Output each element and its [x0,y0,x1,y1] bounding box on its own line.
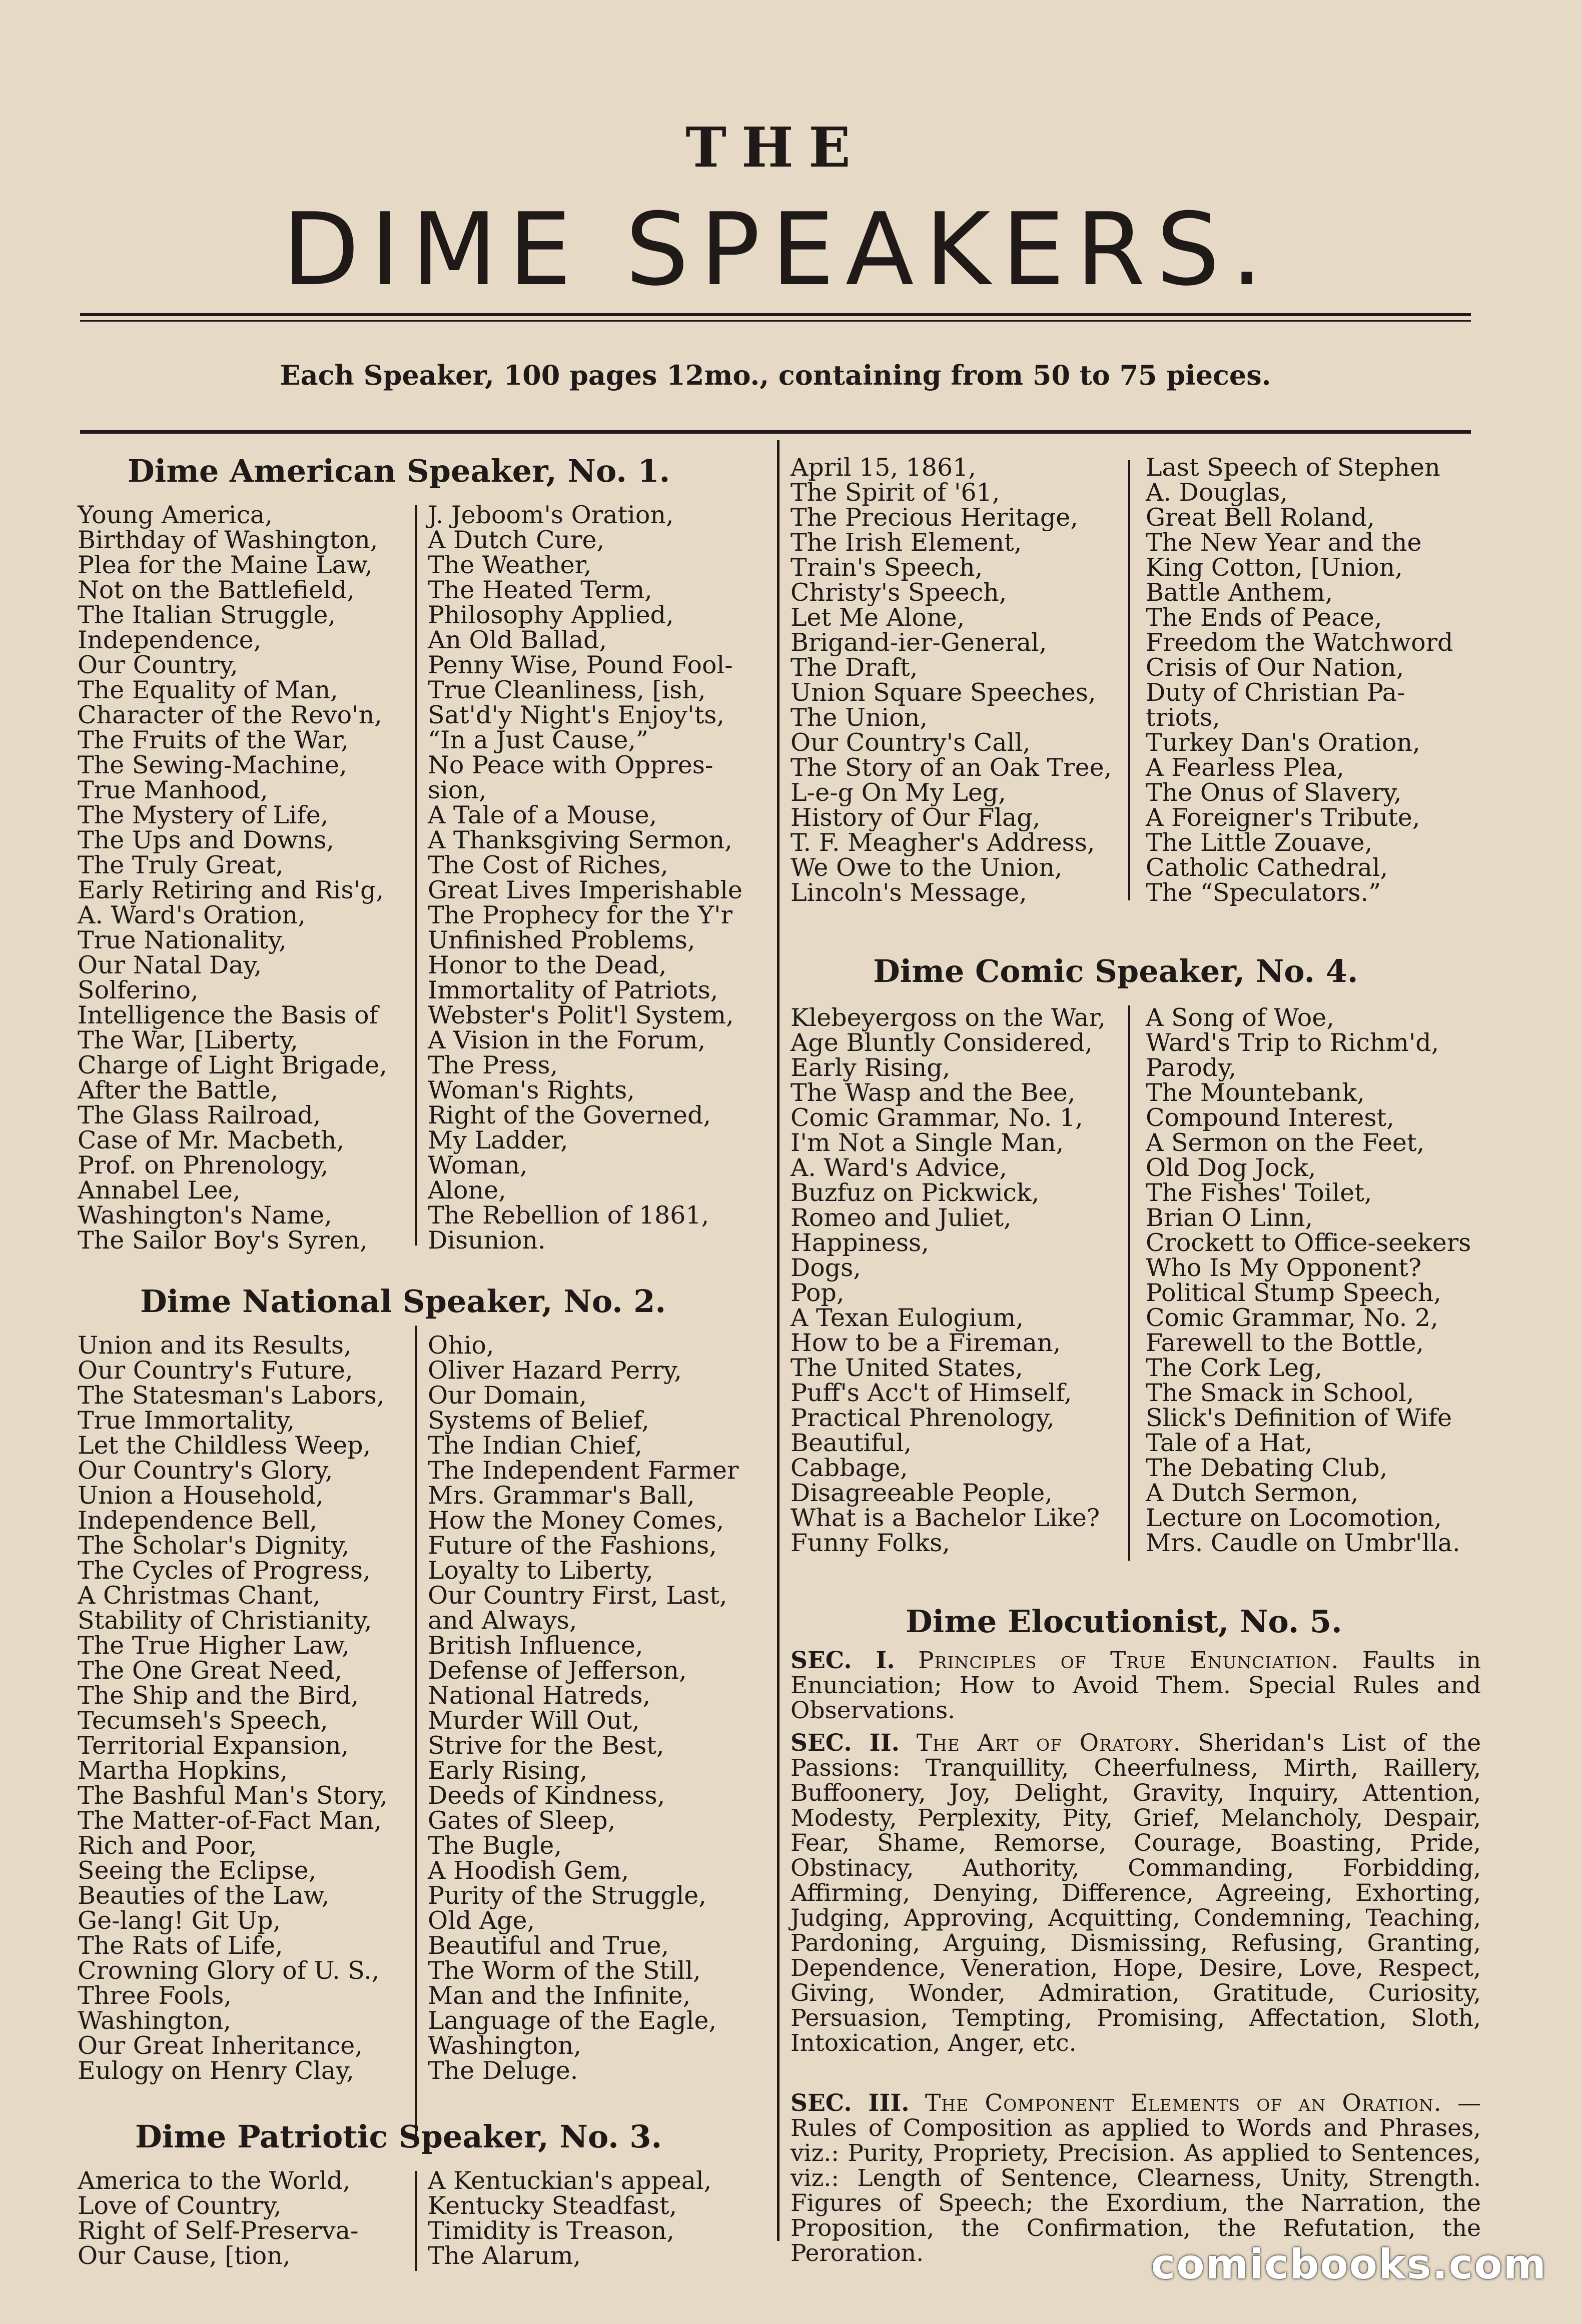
list-item: Defense of Jefferson, [428,1656,687,1685]
list-item: The Independent Farmer [428,1456,739,1485]
right-subcolumn-divider [1128,460,1130,900]
list-item: L-e-g On My Leg, [790,778,1006,807]
list-item: The Little Zouave, [1146,828,1373,857]
list-item: The Ups and Downs, [78,826,334,854]
list-item: Our Natal Day, [78,951,262,979]
list-item: The Cost of Riches, [428,851,668,879]
list-item: Washington, [78,2006,231,2035]
list-item: Webster's Polit'l System, [428,1001,734,1029]
list-item: Oliver Hazard Perry, [428,1356,682,1385]
list-item: Right of Self-Preserva- [78,2216,359,2245]
list-item: Right of the Governed, [428,1101,711,1129]
list-item: Cabbage, [790,1454,908,1482]
list-item: The Italian Struggle, [78,601,336,629]
list-item: King Cotton, [Union, [1146,553,1403,582]
list-item: A Sermon on the Feet, [1146,1128,1425,1157]
list-item: Unfinished Problems, [428,926,695,954]
list-item: The Weather, [428,551,592,579]
list-item: Washington's Name, [78,1201,332,1230]
list-item: Farewell to the Bottle, [1146,1329,1424,1357]
list-item: Klebeyergoss on the War, [790,1003,1106,1032]
speaker5-section-1 [790,1648,1481,1723]
list-item: Philosophy Applied, [428,601,674,629]
list-item: and Always, [428,1606,577,1635]
masthead-subtitle: Each Speaker, 100 pages 12mo., containing from 50 to 75 pieces. [280,359,1271,391]
list-item: The One Great Need, [78,1656,342,1685]
list-item: The Bugle, [428,1831,562,1860]
speaker2-heading: Dime National Speaker, No. 2. [140,1283,666,1320]
list-item: The Smack in School, [1146,1379,1414,1407]
list-item: Independence, [78,626,262,654]
list-item: Happiness, [790,1229,929,1257]
list-item: The Fruits of the War, [78,726,349,754]
speaker3-heading: Dime Patriotic Speaker, No. 3. [135,2118,662,2155]
list-item: Old Dog Jock, [1146,1153,1316,1182]
list-item: Our Country's Glory, [78,1456,333,1485]
list-item: The Ends of Peace, [1146,603,1382,632]
list-item: The Sewing-Machine, [78,751,347,779]
list-item: A Foreigner's Tribute, [1146,803,1420,832]
list-item: Love of Country, [78,2191,282,2220]
title-rule-thin [80,320,1471,322]
speaker3-list-d [1146,455,1453,905]
list-item: Our Country's Future, [78,1356,353,1385]
left-subcolumn-divider-2 [415,1326,417,2146]
list-item: A Dutch Cure, [428,526,605,554]
list-item: The Press, [428,1051,558,1079]
list-item: Christy's Speech, [790,578,1007,607]
list-item: Lincoln's Message, [790,878,1027,907]
masthead-kicker: THE [685,115,866,180]
list-item: Seeing the Eclipse, [78,1856,317,1885]
speaker5-section-3 [790,2091,1481,2266]
list-item: The Heated Term, [428,576,652,604]
list-item: A Kentuckian's appeal, [428,2166,712,2195]
list-item: Old Age, [428,1906,535,1935]
section-label: SEC. I. [790,1647,895,1674]
list-item: sion, [428,776,487,804]
list-item: Disagreeable People, [790,1479,1053,1507]
list-item: The Truly Great, [78,851,284,879]
speaker3-list-a [78,2168,359,2268]
list-item: Great Lives Imperishable [428,876,742,904]
list-item: Lecture on Locomotion, [1146,1504,1442,1532]
list-item: Three Fools, [78,1981,232,2010]
list-item: Plea for the Maine Law, [78,551,373,579]
list-item: Our Country, [78,651,238,679]
list-item: Gates of Sleep, [428,1806,616,1835]
list-item: The Sailor Boy's Syren, [78,1226,368,1255]
list-item: Early Rising, [790,1053,951,1082]
list-item: Character of the Revo'n, [78,701,382,729]
list-item: Strive for the Best, [428,1731,664,1760]
list-item: National Hatreds, [428,1681,651,1710]
list-item: Tecumseh's Speech, [78,1706,328,1735]
list-item: Our Cause, [tion, [78,2241,291,2270]
list-item: True Immortality, [78,1406,295,1435]
list-item: Practical Phrenology, [790,1404,1055,1432]
list-item: Our Great Inheritance, [78,2031,363,2060]
list-item: The Matter-of-Fact Man, [78,1806,382,1835]
list-item: Purity of the Struggle, [428,1881,706,1910]
list-item: Our Country First, Last, [428,1581,727,1610]
list-item: A. Douglas, [1146,478,1288,507]
list-item: An Old Ballad, [428,626,607,654]
list-item: No Peace with Oppres- [428,751,713,779]
list-item: The Spirit of '61, [790,478,1000,507]
list-item: Eulogy on Henry Clay, [78,2056,354,2085]
list-item: Dogs, [790,1254,861,1282]
section-title: The Art of Oratory. [916,1729,1181,1757]
list-item: Sat'd'y Night's Enjoy'ts, [428,701,724,729]
list-item: The Prophecy for the Y'r [428,901,733,929]
list-item: Freedom the Watchword [1146,628,1453,657]
list-item: Deeds of Kindness, [428,1781,665,1810]
list-item: The Onus of Slavery, [1146,778,1402,807]
list-item: Mrs. Grammar's Ball, [428,1481,695,1510]
list-item: Our Domain, [428,1381,587,1410]
list-item: Pop, [790,1279,845,1307]
list-item: triots, [1146,703,1220,732]
list-item: A Vision in the Forum, [428,1026,706,1054]
list-item: The Cork Leg, [1146,1354,1322,1382]
list-item: The Irish Element, [790,528,1022,557]
list-item: Man and the Infinite, [428,1981,691,2010]
list-item: The True Higher Law, [78,1631,350,1660]
list-item: Ward's Trip to Richm'd, [1146,1028,1439,1057]
list-item: Train's Speech, [790,553,983,582]
list-item: The Fishes' Toilet, [1146,1179,1372,1207]
list-item: A. Ward's Advice, [790,1153,1007,1182]
list-item: Young America, [78,501,273,529]
list-item: Beautiful and True, [428,1931,669,1960]
list-item: Catholic Cathedral, [1146,853,1388,882]
list-item: A Thanksgiving Sermon, [428,826,732,854]
list-item: My Ladder, [428,1126,568,1154]
list-item: The Statesman's Labors, [78,1381,385,1410]
list-item: America to the World, [78,2166,351,2195]
watermark: comicbooks.com [1151,2241,1547,2288]
list-item: Loyalty to Liberty, [428,1556,653,1585]
list-item: Birthday of Washington, [78,526,378,554]
list-item: Systems of Belief, [428,1406,649,1435]
list-item: Washington, [428,2031,581,2060]
speaker3-list-c [790,455,1112,905]
list-item: The Alarum, [428,2241,581,2270]
list-item: Solferino, [78,976,199,1004]
list-item: Language of the Eagle, [428,2006,717,2035]
list-item: Penny Wise, Pound Fool- [428,651,733,679]
speaker4-list-a [790,1005,1106,1556]
list-item: Romeo and Juliet, [790,1204,1012,1232]
list-item: The Indian Chief, [428,1431,642,1460]
left-subcolumn-divider [415,505,417,1246]
list-item: The Mystery of Life, [78,801,329,829]
section-title: The Component Elements of an Oration. [925,2089,1442,2117]
list-item: Slick's Definition of Wife [1146,1404,1452,1432]
list-item: Puff's Acc't of Himself, [790,1379,1072,1407]
left-subcolumn-divider-3 [415,2171,417,2271]
speaker3-list-b [428,2168,711,2268]
list-item: History of Our Flag, [790,803,1041,832]
list-item: Case of Mr. Macbeth, [78,1126,345,1154]
section-title: Principles of True Enunciation. [918,1647,1339,1674]
speaker4-list-b [1146,1005,1471,1556]
list-item: Crisis of Our Nation, [1146,653,1404,682]
list-item: A Christmas Chant, [78,1581,321,1610]
list-item: Union Square Speeches, [790,678,1096,707]
list-item: How the Money Comes, [428,1506,724,1535]
list-item: Ge-lang! Git Up, [78,1906,281,1935]
list-item: Great Bell Roland, [1146,503,1375,532]
speaker5-heading: Dime Elocutionist, No. 5. [906,1603,1342,1640]
list-item: Parody, [1146,1053,1237,1082]
list-item: The Worm of the Still, [428,1956,701,1985]
list-item: Timidity is Treason, [428,2216,674,2245]
section-body: —Rules of Composition as applied to Words and Phrases, viz.: Purity, Propriety, Precision. As applied to Sentences, viz.: Length of Sentence, Clearness, Unity, Strength. Figures of Speech; the Exordium, the Narration, the Proposition, the Confirmation, the Refutation, the Peroration. [790,2089,1481,2267]
list-item: Kentucky Steadfast, [428,2191,677,2220]
list-item: Territorial Expansion, [78,1731,349,1760]
list-item: Funny Folks, [790,1529,950,1557]
speaker2-list-a [78,1333,388,2083]
title-rule [80,313,1471,316]
list-item: Charge of Light Brigade, [78,1051,387,1079]
list-item: Murder Will Out, [428,1706,640,1735]
list-item: Disunion. [428,1226,546,1255]
list-item: The Glass Railroad, [78,1101,321,1129]
list-item: Intelligence the Basis of [78,1001,378,1029]
list-item: Prof. on Phrenology, [78,1151,329,1180]
list-item: A Tale of a Mouse, [428,801,657,829]
list-item: J. Jeboom's Oration, [428,501,674,529]
list-item: The Rats of Life, [78,1931,283,1960]
list-item: Turkey Dan's Oration, [1146,728,1420,757]
list-item: The War, [Liberty, [78,1026,298,1054]
list-item: The New Year and the [1146,528,1422,557]
list-item: Let Me Alone, [790,603,965,632]
list-item: Let the Childless Weep, [78,1431,371,1460]
list-item: The “Speculators.” [1146,878,1381,907]
list-item: A Hoodish Gem, [428,1856,629,1885]
list-item: I'm Not a Single Man, [790,1128,1064,1157]
speaker1-list-a [78,503,387,1253]
list-item: Not on the Battlefield, [78,576,355,604]
list-item: The Equality of Man, [78,676,338,704]
list-item: Annabel Lee, [78,1176,241,1205]
list-item: Early Retiring and Ris'g, [78,876,384,904]
list-item: Comic Grammar, No. 1, [790,1103,1083,1132]
list-item: Crowning Glory of U. S., [78,1956,380,1985]
list-item: Martha Hopkins, [78,1756,288,1785]
section-rule [80,430,1471,434]
list-item: The Precious Heritage, [790,503,1078,532]
list-item: The Deluge. [428,2056,578,2085]
list-item: Buzfuz on Pickwick, [790,1179,1040,1207]
list-item: The Rebellion of 1861, [428,1201,709,1230]
list-item: A Fearless Plea, [1146,753,1344,782]
list-item: Union and its Results, [78,1331,352,1360]
list-item: Who Is My Opponent? [1146,1254,1421,1282]
list-item: A Dutch Sermon, [1146,1479,1359,1507]
speaker1-list-b [428,503,742,1253]
list-item: The Union, [790,703,928,732]
section-body: Sheridan's List of the Passions: Tranquillity, Cheerfulness, Mirth, Raillery, Buffoonery, Joy, Delight, Gravity, Inquiry, Attention, Modesty, Perplexity, Pity, Grief, Melancholy, Despair, Fear, Shame, Remorse, Courage, Boasting, Pride, Obstinacy, Authority, Commanding, Forbidding, Affirming, Denying, Difference, Agreeing, Exhorting, Judging, Approving, Acquitting, Condemning, Teaching, Pardoning, Arguing, Dismissing, Refusing, Granting, Dependence, Veneration, Hope, Desire, Love, Respect, Giving, Wonder, Admiration, Gratitude, Curiosity, Persuasion, Tempting, Promising, Affectation, Sloth, Intoxication, Anger, etc. [790,1729,1481,2057]
list-item: Tale of a Hat, [1146,1429,1313,1457]
section-label: SEC. II. [790,1729,900,1757]
list-item: Comic Grammar, No. 2, [1146,1304,1438,1332]
list-item: Compound Interest, [1146,1103,1394,1132]
speaker5-section-2 [790,1731,1481,2056]
list-item: The Scholar's Dignity, [78,1531,350,1560]
list-item: True Manhood, [78,776,268,804]
list-item: True Cleanliness, [ish, [428,676,706,704]
list-item: Political Stump Speech, [1146,1279,1441,1307]
masthead-title: DIME SPEAKERS. [282,192,1274,308]
list-item: April 15, 1861, [790,453,976,482]
list-item: Honor to the Dead, [428,951,667,979]
list-item: Our Country's Call, [790,728,1031,757]
list-item: “In a Just Cause,” [428,726,648,754]
list-item: Alone, [428,1176,506,1205]
right-subcolumn-divider-2 [1128,1005,1130,1561]
list-item: The Draft, [790,653,918,682]
list-item: Rich and Poor, [78,1831,257,1860]
list-item: The Cycles of Progress, [78,1556,371,1585]
list-item: Stability of Christianity, [78,1606,372,1635]
list-item: British Influence, [428,1631,643,1660]
list-item: Brigand-ier-General, [790,628,1047,657]
list-item: A Song of Woe, [1146,1003,1334,1032]
list-item: What is a Bachelor Like? [790,1504,1100,1532]
list-item: Battle Anthem, [1146,578,1333,607]
speaker2-list-b [428,1333,738,2083]
list-item: Woman's Rights, [428,1076,635,1104]
list-item: The Ship and the Bird, [78,1681,359,1710]
list-item: The Mountebank, [1146,1078,1365,1107]
list-item: Duty of Christian Pa- [1146,678,1405,707]
list-item: A Texan Eulogium, [790,1304,1024,1332]
section-label: SEC. III. [790,2089,910,2117]
speaker4-heading: Dime Comic Speaker, No. 4. [873,953,1358,989]
list-item: Ohio, [428,1331,494,1360]
center-column-divider [777,440,779,2241]
list-item: The Story of an Oak Tree, [790,753,1112,782]
list-item: A. Ward's Oration, [78,901,306,929]
list-item: True Nationality, [78,926,287,954]
list-item: After the Battle, [78,1076,279,1104]
list-item: Future of the Fashions, [428,1531,717,1560]
list-item: Early Rising, [428,1756,588,1785]
list-item: Mrs. Caudle on Umbr'lla. [1146,1529,1460,1557]
list-item: Last Speech of Stephen [1146,453,1440,482]
list-item: Age Bluntly Considered, [790,1028,1093,1057]
list-item: Immortality of Patriots, [428,976,718,1004]
list-item: Woman, [428,1151,528,1180]
section-body: Faults in Enunciation; How to Avoid Them. Special Rules and Observations. [790,1647,1481,1724]
list-item: We Owe to the Union, [790,853,1063,882]
list-item: Crockett to Office-seekers [1146,1229,1471,1257]
list-item: How to be a Fireman, [790,1329,1061,1357]
list-item: Beauties of the Law, [78,1881,330,1910]
list-item: The Bashful Man's Story, [78,1781,388,1810]
list-item: Union a Household, [78,1481,324,1510]
list-item: T. F. Meagher's Address, [790,828,1095,857]
list-item: Independence Bell, [78,1506,318,1535]
list-item: The Wasp and the Bee, [790,1078,1076,1107]
list-item: Brian O Linn, [1146,1204,1313,1232]
list-item: The Debating Club, [1146,1454,1388,1482]
speaker1-heading: Dime American Speaker, No. 1. [128,453,670,489]
list-item: The United States, [790,1354,1023,1382]
list-item: Beautiful, [790,1429,912,1457]
